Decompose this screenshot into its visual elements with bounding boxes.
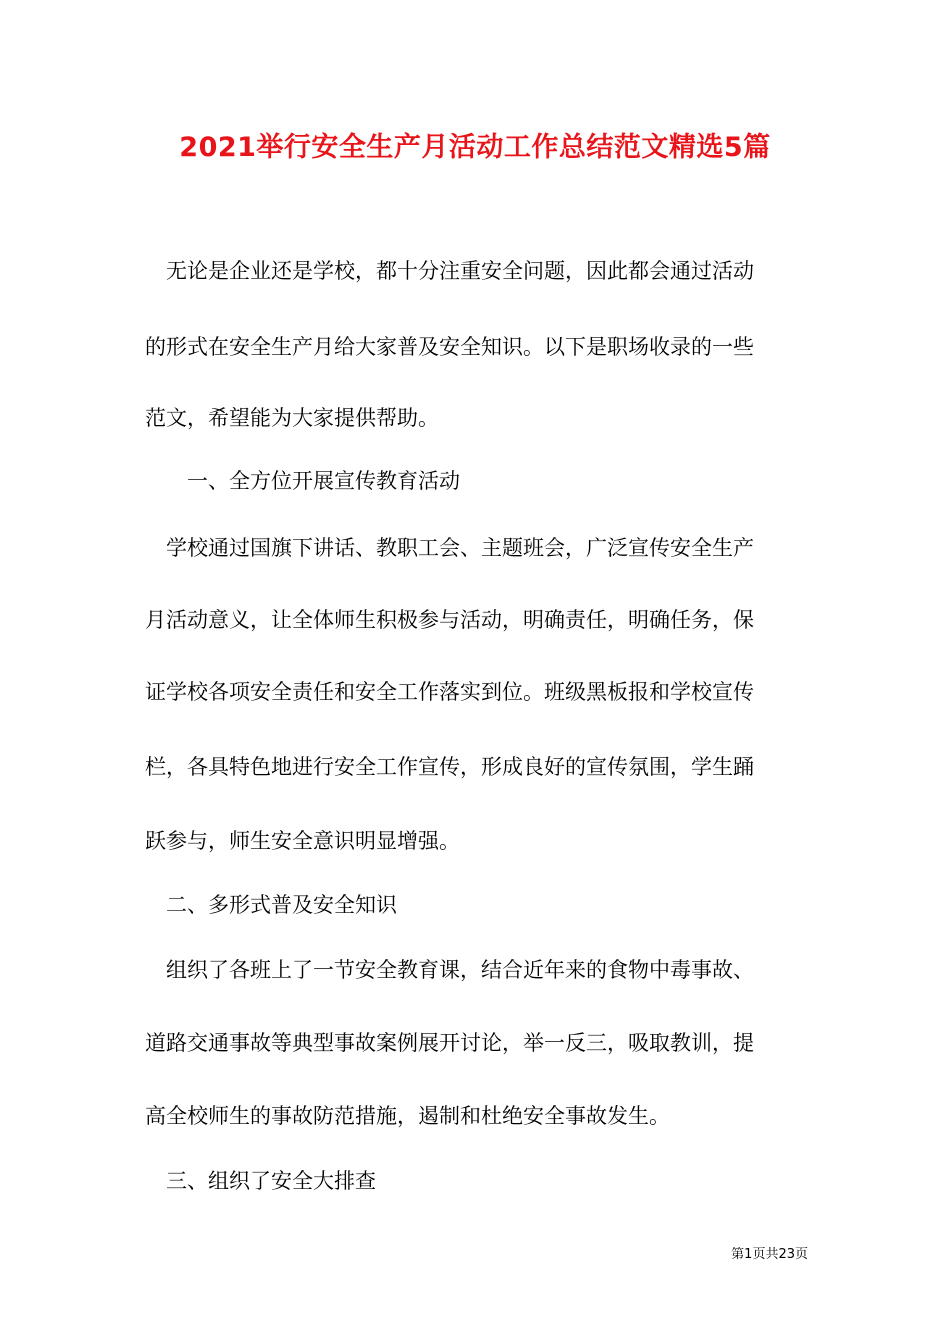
body-line: 范文，希望能为大家提供帮助。 [145,406,439,430]
page-number: 第1页共23页 [731,1247,808,1262]
body-line: 证学校各项安全责任和安全工作落实到位。班级黑板报和学校宣传 [145,680,754,704]
body-line: 组织了各班上了一节安全教育课，结合近年来的食物中毒事故、 [145,958,754,982]
body-line: 的形式在安全生产月给大家普及安全知识。以下是职场收录的一些 [145,335,754,359]
section-heading: 三、组织了安全大排查 [145,1169,376,1193]
body-line: 跃参与，师生安全意识明显增强。 [145,829,460,853]
body-line: 月活动意义，让全体师生积极参与活动，明确责任，明确任务，保 [145,608,754,632]
body-line: 道路交通事故等典型事故案例展开讨论，举一反三，吸取教训，提 [145,1031,754,1055]
section-heading: 一、全方位开展宣传教育活动 [145,469,460,493]
document-title: 2021举行安全生产月活动工作总结范文精选5篇 [179,132,771,163]
body-line: 栏，各具特色地进行安全工作宣传，形成良好的宣传氛围，学生踊 [145,755,754,779]
section-heading: 二、多形式普及安全知识 [145,893,397,917]
body-line: 学校通过国旗下讲话、教职工会、主题班会，广泛宣传安全生产 [145,536,754,560]
body-line: 高全校师生的事故防范措施，遏制和杜绝安全事故发生。 [145,1104,670,1128]
body-line: 无论是企业还是学校，都十分注重安全问题，因此都会通过活动 [145,259,754,283]
